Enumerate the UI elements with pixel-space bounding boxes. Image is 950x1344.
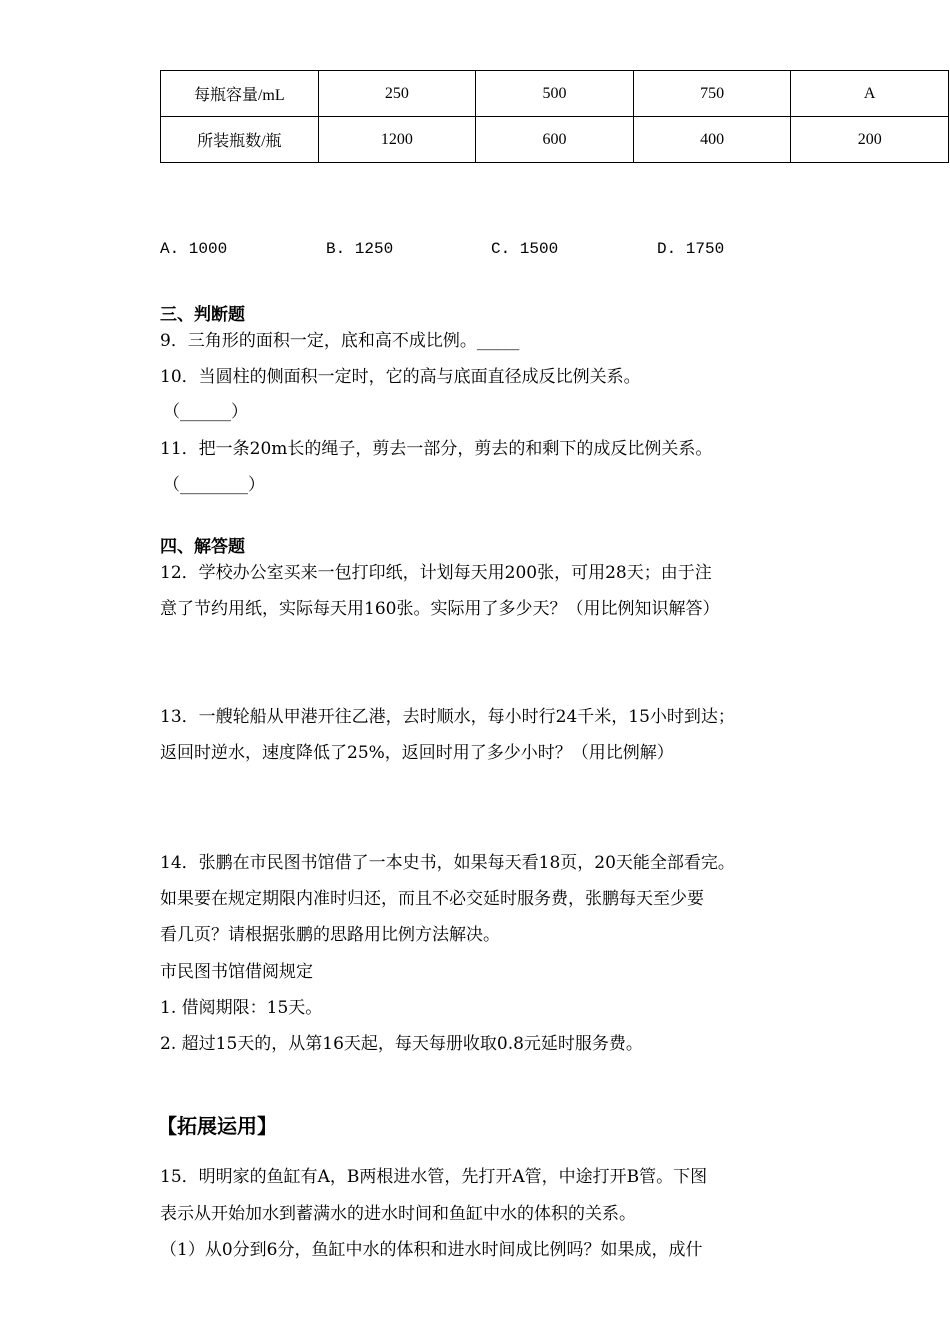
table-cell: 200: [791, 117, 949, 163]
table-cell: 每瓶容量/mL: [161, 71, 319, 117]
question-11: 11．把一条20m长的绳子，剪去一部分，剪去的和剩下的成反比例关系。: [160, 439, 713, 459]
table-cell: 750: [633, 71, 791, 117]
option-d: D. 1750: [657, 240, 725, 258]
table-cell: 250: [318, 71, 476, 117]
extension-title: 【拓展运用】: [157, 1114, 277, 1138]
section-title-judgement: 三、判断题: [160, 305, 245, 325]
table-cell: 1200: [318, 117, 476, 163]
library-rule-1: 1. 借阅期限：15天。: [160, 998, 323, 1018]
table-row: [161, 117, 949, 163]
section-title-answers: 四、解答题: [160, 537, 245, 557]
table-row: [161, 71, 949, 117]
capacity-table: [160, 70, 949, 163]
library-rules-title: 市民图书馆借阅规定: [160, 962, 313, 982]
question-13-line-2: 返回时逆水，速度降低了25%，返回时用了多少小时？（用比例解）: [160, 743, 674, 763]
question-9: 9．三角形的面积一定，底和高不成比例。_____: [160, 331, 520, 351]
table-cell: 600: [476, 117, 634, 163]
question-15-line-2: 表示从开始加水到蓄满水的进水时间和鱼缸中水的体积的关系。: [160, 1204, 636, 1224]
table-cell: 400: [633, 117, 791, 163]
question-15-line-3: （1）从0分到6分，鱼缸中水的体积和进水时间成比例吗？如果成，成什: [160, 1240, 703, 1260]
question-10: 10．当圆柱的侧面积一定时，它的高与底面直径成反比例关系。: [160, 367, 641, 387]
option-c: C. 1500: [491, 240, 559, 258]
option-b: B. 1250: [326, 240, 394, 258]
question-11-blank: （________）: [163, 475, 265, 495]
question-13-line-1: 13．一艘轮船从甲港开往乙港，去时顺水，每小时行24千米，15小时到达；: [160, 707, 735, 727]
question-14-line-3: 看几页？请根据张鹏的思路用比例方法解决。: [160, 925, 500, 945]
table-cell: 500: [476, 71, 634, 117]
question-14-line-1: 14．张鹏在市民图书馆借了一本史书，如果每天看18页，20天能全部看完。: [160, 853, 735, 873]
library-rule-2: 2. 超过15天的，从第16天起，每天每册收取0.8元延时服务费。: [160, 1034, 643, 1054]
table-cell: A: [791, 71, 949, 117]
question-10-blank: （______）: [163, 402, 248, 422]
question-12-line-2: 意了节约用纸，实际每天用160张。实际用了多少天？（用比例知识解答）: [160, 599, 720, 619]
question-14-line-2: 如果要在规定期限内准时归还，而且不必交延时服务费，张鹏每天至少要: [160, 889, 704, 909]
question-12-line-1: 12．学校办公室买来一包打印纸，计划每天用200张，可用28天；由于注: [160, 563, 712, 583]
table-cell: 所装瓶数/瓶: [161, 117, 319, 163]
question-15-line-1: 15．明明家的鱼缸有A，B两根进水管，先打开A管，中途打开B管。下图: [160, 1167, 708, 1187]
option-a: A. 1000: [160, 240, 228, 258]
